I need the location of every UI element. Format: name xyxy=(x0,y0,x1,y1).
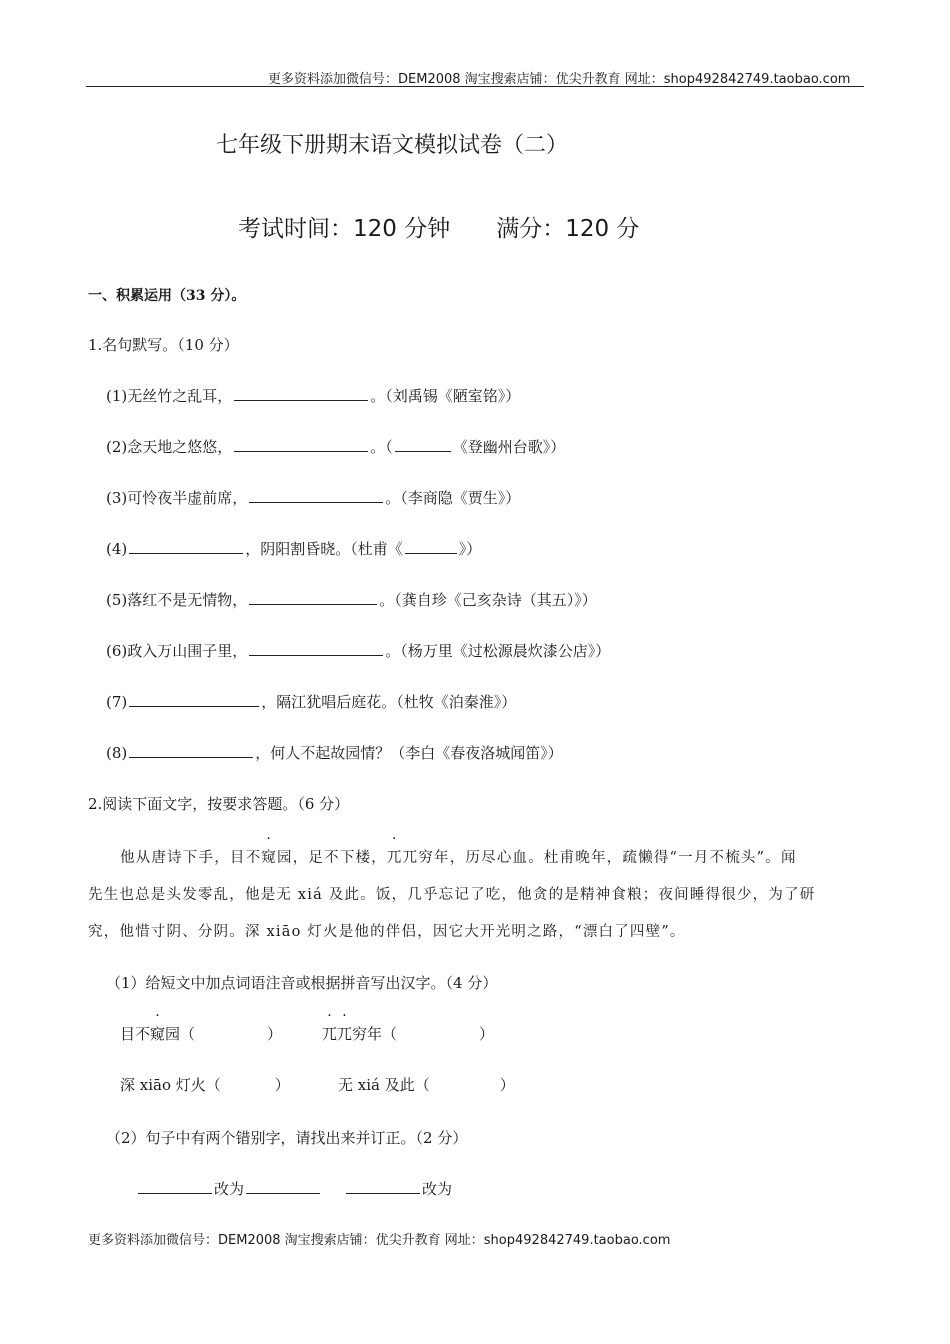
q1-item-4 xyxy=(106,538,481,559)
section-heading: 一、积累运用（33 分）。 xyxy=(88,288,246,304)
q1-item-3 xyxy=(106,487,520,508)
dotted-char: 兀 xyxy=(337,1025,353,1043)
q1-item-5-post: 。（龚自珍《己亥杂诗（其五）》） xyxy=(379,591,597,609)
sub1-item-1 xyxy=(120,1023,282,1044)
sub-question-1-stem: （1）给短文中加点词语注音或根据拼音写出汉字。（4 分） xyxy=(106,974,498,992)
sub-question-2-stem: （2）句子中有两个错别字，请找出来并订正。（2 分） xyxy=(106,1129,468,1147)
correction-row xyxy=(136,1178,452,1199)
q1-item-6-pre: (6)政入万山围子里， xyxy=(106,642,248,660)
answer-blank[interactable] xyxy=(129,538,243,554)
passage-line-3: 究，他惜寸阴、分阴。深 xiāo 灯火是他的伴侣，因它大开光明之路，“漂白了四壁”。 xyxy=(88,924,686,940)
wrong-char-blank[interactable] xyxy=(138,1178,212,1194)
dotted-char: 兀 xyxy=(386,850,403,866)
q1-item-4-mid: ，阴阳割昏晓。（杜甫《 xyxy=(245,540,403,558)
exam-info: 考试时间：120 分钟 满分：120 分 xyxy=(238,216,640,242)
dotted-char: 窥 xyxy=(261,850,278,866)
answer-blank-title[interactable] xyxy=(405,538,457,554)
sub1-text: 深 xiāo 灯火（ xyxy=(120,1076,221,1094)
q1-item-2 xyxy=(106,436,565,457)
q1-item-8-post: ，何人不起故园情？（李白《春夜洛城闻笛》） xyxy=(255,744,563,762)
sub1-text: 目不 xyxy=(120,1025,151,1043)
question-1-stem: 1.名句默写。（10 分） xyxy=(88,336,239,354)
answer-blank[interactable] xyxy=(129,691,259,707)
sub1-text: 穷年（ xyxy=(352,1025,398,1043)
q1-item-3-pre: (3)可怜夜半虚前席， xyxy=(106,489,248,507)
q1-item-4-pre: (4) xyxy=(106,540,128,558)
sub1-text: ） xyxy=(267,1025,283,1043)
sub1-text: 无 xiá 及此（ xyxy=(338,1076,430,1094)
q1-item-1-post: 。（刘禹锡《陋室铭》） xyxy=(370,387,521,405)
passage-line-2: 先生也总是头发零乱，他是无 xiá 及此。饭，几乎忘记了吃，他贪的是精神食粮；夜间睡得很少，为了研 xyxy=(88,887,816,903)
sub1-text: 园（ xyxy=(165,1025,196,1043)
q1-item-4-post: 》） xyxy=(458,540,482,558)
passage-text: 他从唐诗下手，目不 xyxy=(120,850,262,866)
correct-char-blank[interactable] xyxy=(246,1178,320,1194)
q1-item-2-pre: (2)念天地之悠悠， xyxy=(106,438,233,456)
q1-item-7 xyxy=(106,691,516,712)
sub1-item-4 xyxy=(338,1074,515,1095)
passage-line-1 xyxy=(120,846,797,867)
q1-item-7-post: ，隔江犹唱后庭花。（杜牧《泊秦淮》） xyxy=(261,693,517,711)
page-title: 七年级下册期末语文模拟试卷（二） xyxy=(216,133,569,158)
q1-item-6-post: 。（杨万里《过松源晨炊漆公店》） xyxy=(385,642,611,660)
answer-blank[interactable] xyxy=(129,742,253,758)
footer-ad-text: 更多资料添加微信号：DEM2008 淘宝搜索店铺：优尖升教育 网址：shop492842749.taobao.com xyxy=(88,1233,671,1248)
answer-blank[interactable] xyxy=(249,640,383,656)
answer-blank-author[interactable] xyxy=(395,436,451,452)
change-to-label: 改为 xyxy=(422,1180,453,1198)
dotted-char: 窥 xyxy=(150,1025,166,1043)
q1-item-6 xyxy=(106,640,610,661)
question-2-stem: 2.阅读下面文字，按要求答题。（6 分） xyxy=(88,795,350,813)
answer-blank[interactable] xyxy=(234,436,368,452)
q1-item-5 xyxy=(106,589,597,610)
q1-item-8 xyxy=(106,742,563,763)
q1-item-1-pre: (1)无丝竹之乱耳， xyxy=(106,387,233,405)
q1-item-3-post: 。（李商隐《贾生》） xyxy=(385,489,521,507)
q1-item-2-mid: 。（ xyxy=(370,438,393,456)
header-ad-text: 更多资料添加微信号：DEM2008 淘宝搜索店铺：优尖升教育 网址：shop492842749.taobao.com xyxy=(268,72,851,87)
q1-item-8-pre: (8) xyxy=(106,744,128,762)
answer-blank[interactable] xyxy=(249,589,377,605)
answer-blank[interactable] xyxy=(249,487,383,503)
q1-item-7-pre: (7) xyxy=(106,693,128,711)
passage-text: 兀穷年，历尽心血。杜甫晚年，疏懒得“一月不梳头”。闻 xyxy=(402,850,797,866)
passage-text: 园，足不下楼， xyxy=(277,850,387,866)
header-divider xyxy=(86,86,864,87)
sub1-text: ） xyxy=(274,1076,290,1094)
sub1-item-2 xyxy=(322,1023,494,1044)
sub1-item-3 xyxy=(120,1074,290,1095)
wrong-char-blank[interactable] xyxy=(346,1178,420,1194)
q1-item-1 xyxy=(106,385,520,406)
change-to-label: 改为 xyxy=(214,1180,245,1198)
dotted-char: 兀 xyxy=(322,1025,338,1043)
answer-blank[interactable] xyxy=(234,385,368,401)
q1-item-5-pre: (5)落红不是无情物， xyxy=(106,591,248,609)
q1-item-2-post: 《登幽州台歌》） xyxy=(452,438,566,456)
sub1-text: ） xyxy=(479,1025,495,1043)
sub1-text: ） xyxy=(499,1076,515,1094)
